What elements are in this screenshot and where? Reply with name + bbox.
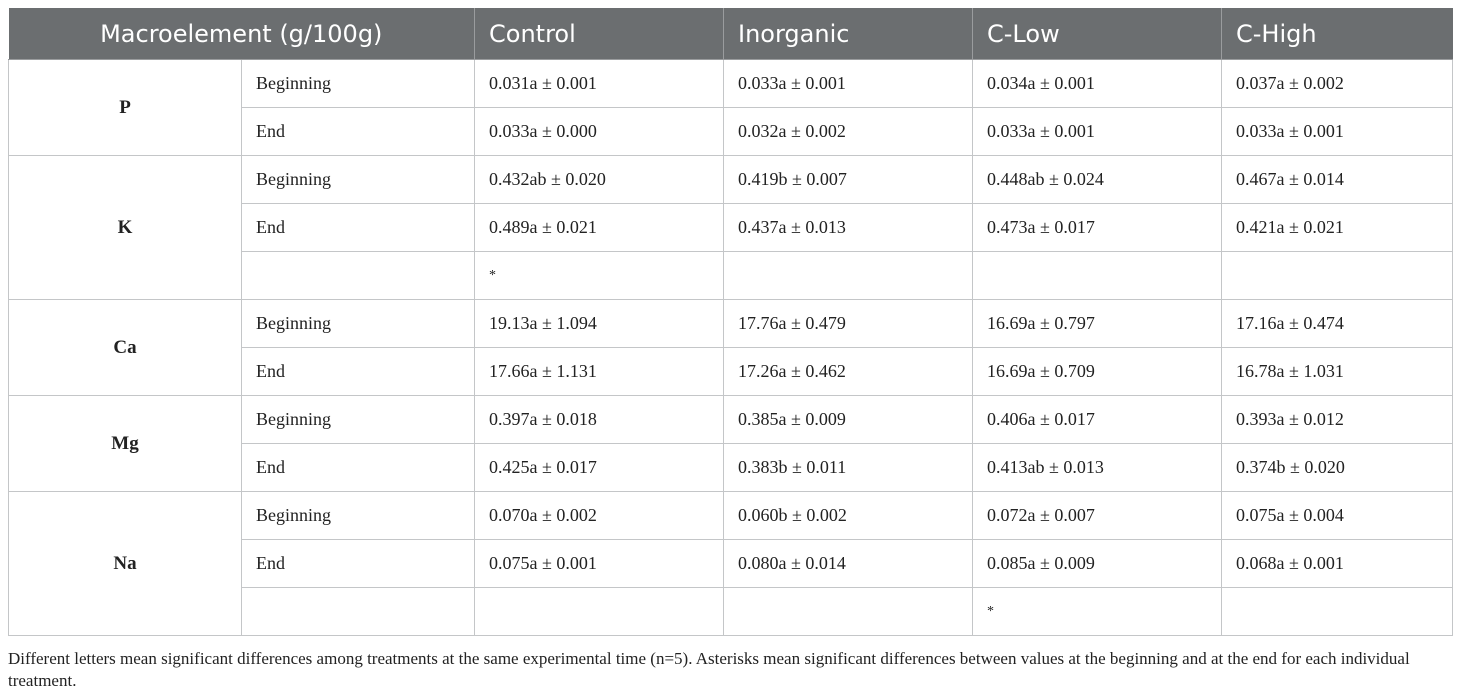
value-cell: 17.66a ± 1.131: [475, 348, 724, 396]
value-cell: 16.69a ± 0.797: [973, 300, 1222, 348]
time-cell: End: [242, 108, 475, 156]
value-cell: 0.085a ± 0.009: [973, 540, 1222, 588]
value-cell: 0.075a ± 0.004: [1222, 492, 1453, 540]
value-cell: 0.419b ± 0.007: [724, 156, 973, 204]
value-cell: 0.033a ± 0.000: [475, 108, 724, 156]
table-body: [9, 60, 1453, 636]
time-cell: [242, 252, 475, 300]
value-cell: *: [973, 588, 1222, 636]
value-cell: 0.033a ± 0.001: [724, 60, 973, 108]
table-row: [9, 156, 1453, 204]
value-cell: [724, 252, 973, 300]
time-cell: End: [242, 348, 475, 396]
element-label-cell: K: [9, 156, 242, 300]
element-label-cell: Ca: [9, 300, 242, 396]
value-cell: 0.070a ± 0.002: [475, 492, 724, 540]
table-row: [9, 60, 1453, 108]
time-cell: [242, 588, 475, 636]
value-cell: 0.033a ± 0.001: [973, 108, 1222, 156]
value-cell: 16.69a ± 0.709: [973, 348, 1222, 396]
table-row: [9, 396, 1453, 444]
table-footnote: Different letters mean significant differences among treatments at the same experimental time (n=5). Asterisks mean significant differences between values at the beginning and at the end for each individual treatment.: [8, 649, 1410, 690]
header-c-low: C-Low: [973, 8, 1222, 60]
table-row: [9, 492, 1453, 540]
macroelement-table: [8, 8, 1453, 636]
value-cell: 0.425a ± 0.017: [475, 444, 724, 492]
value-cell: 0.437a ± 0.013: [724, 204, 973, 252]
value-cell: 0.397a ± 0.018: [475, 396, 724, 444]
value-cell: *: [475, 252, 724, 300]
value-cell: 0.448ab ± 0.024: [973, 156, 1222, 204]
value-cell: 0.031a ± 0.001: [475, 60, 724, 108]
value-cell: 0.075a ± 0.001: [475, 540, 724, 588]
value-cell: 0.068a ± 0.001: [1222, 540, 1453, 588]
value-cell: 0.467a ± 0.014: [1222, 156, 1453, 204]
header-c-high: C-High: [1222, 8, 1453, 60]
header-inorganic: Inorganic: [724, 8, 973, 60]
value-cell: 0.489a ± 0.021: [475, 204, 724, 252]
time-cell: End: [242, 204, 475, 252]
table-row: [9, 300, 1453, 348]
value-cell: 19.13a ± 1.094: [475, 300, 724, 348]
value-cell: [1222, 588, 1453, 636]
time-cell: Beginning: [242, 396, 475, 444]
value-cell: 0.034a ± 0.001: [973, 60, 1222, 108]
time-cell: End: [242, 540, 475, 588]
element-label-cell: P: [9, 60, 242, 156]
value-cell: [475, 588, 724, 636]
time-cell: Beginning: [242, 156, 475, 204]
value-cell: 0.406a ± 0.017: [973, 396, 1222, 444]
value-cell: 0.033a ± 0.001: [1222, 108, 1453, 156]
value-cell: 17.26a ± 0.462: [724, 348, 973, 396]
value-cell: 16.78a ± 1.031: [1222, 348, 1453, 396]
header-row: [9, 8, 1453, 60]
macroelement-table-container: [8, 8, 1452, 636]
value-cell: 0.374b ± 0.020: [1222, 444, 1453, 492]
element-label-cell: Na: [9, 492, 242, 636]
value-cell: [724, 588, 973, 636]
value-cell: [973, 252, 1222, 300]
table-header: [9, 8, 1453, 60]
time-cell: Beginning: [242, 300, 475, 348]
value-cell: 0.032a ± 0.002: [724, 108, 973, 156]
value-cell: 17.76a ± 0.479: [724, 300, 973, 348]
value-cell: 17.16a ± 0.474: [1222, 300, 1453, 348]
value-cell: 0.432ab ± 0.020: [475, 156, 724, 204]
header-control: Control: [475, 8, 724, 60]
element-label-cell: Mg: [9, 396, 242, 492]
value-cell: 0.060b ± 0.002: [724, 492, 973, 540]
value-cell: 0.037a ± 0.002: [1222, 60, 1453, 108]
time-cell: Beginning: [242, 60, 475, 108]
value-cell: 0.383b ± 0.011: [724, 444, 973, 492]
header-macroelement: Macroelement (g/100g): [9, 8, 475, 60]
value-cell: [1222, 252, 1453, 300]
value-cell: 0.385a ± 0.009: [724, 396, 973, 444]
value-cell: 0.473a ± 0.017: [973, 204, 1222, 252]
time-cell: End: [242, 444, 475, 492]
value-cell: 0.072a ± 0.007: [973, 492, 1222, 540]
value-cell: 0.393a ± 0.012: [1222, 396, 1453, 444]
value-cell: 0.421a ± 0.021: [1222, 204, 1453, 252]
value-cell: 0.413ab ± 0.013: [973, 444, 1222, 492]
value-cell: 0.080a ± 0.014: [724, 540, 973, 588]
time-cell: Beginning: [242, 492, 475, 540]
